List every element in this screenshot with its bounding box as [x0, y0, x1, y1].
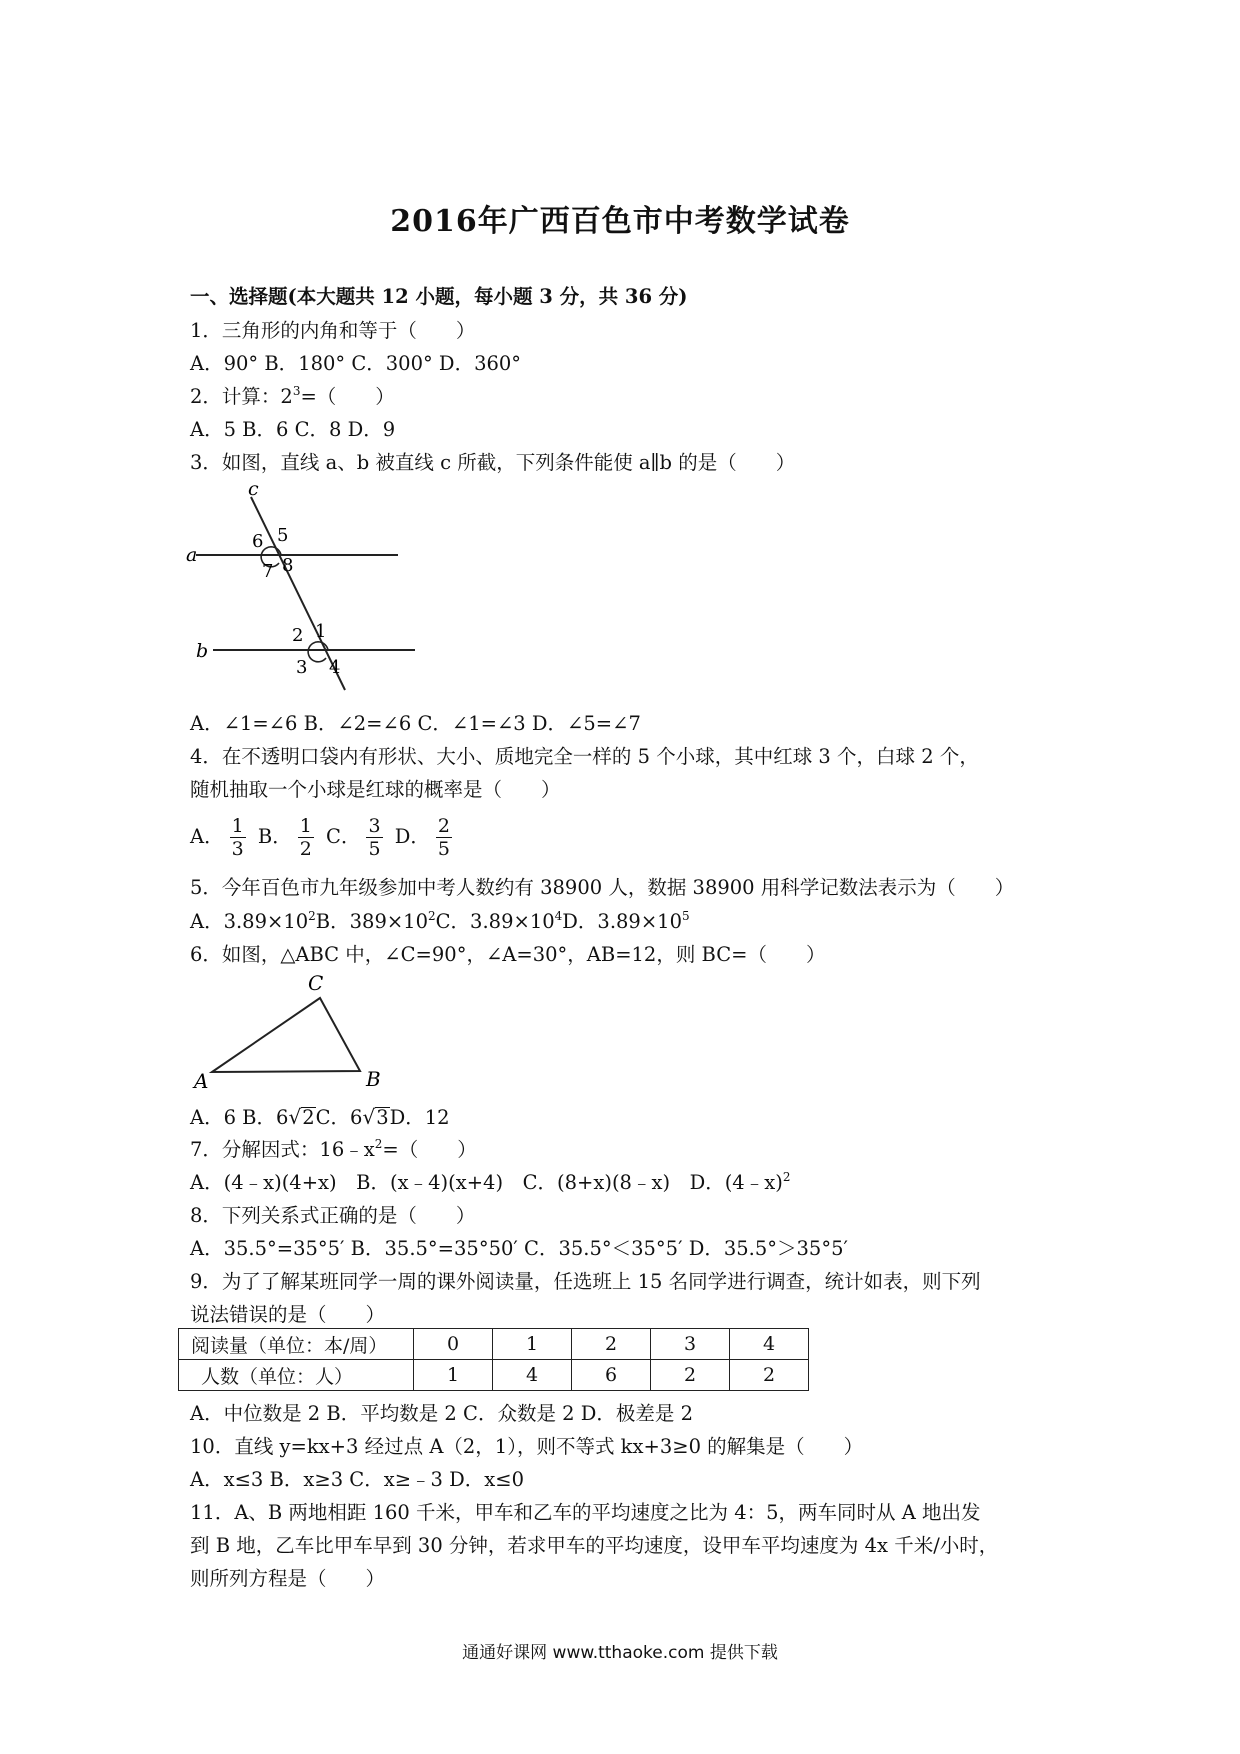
table-cell: 4 [730, 1329, 809, 1360]
question-9-stem-line2: 说法错误的是（ ） [190, 1303, 386, 1326]
label-b: b [196, 640, 209, 662]
question-8-stem: 8．下列关系式正确的是（ ） [190, 1204, 476, 1227]
sqrt-symbol: √2 [288, 1105, 315, 1129]
label-2: 2 [292, 625, 304, 646]
label-1: 1 [315, 621, 327, 642]
question-4-stem-line2: 随机抽取一个小球是红球的概率是（ ） [190, 778, 561, 801]
label-C: C [308, 971, 324, 995]
section-heading: 一、选择题(本大题共 12 小题，每小题 3 分，共 36 分) [190, 285, 688, 308]
table-row [179, 1360, 809, 1391]
question-4-stem-line1: 4．在不透明口袋内有形状、大小、质地完全一样的 5 个小球，其中红球 3 个，白球 2 个， [190, 745, 979, 768]
label-3: 3 [296, 657, 308, 678]
label-A: A [194, 1069, 209, 1093]
question-6-stem: 6．如图，△ABC 中，∠C=90°，∠A=30°，AB=12，则 BC=（ ） [190, 943, 826, 966]
label-8: 8 [282, 555, 294, 576]
triangle-abc [212, 998, 360, 1072]
label-a: a [186, 544, 198, 566]
question-9-stem-line1: 9．为了了解某班同学一周的课外阅读量，任选班上 15 名同学进行调查，统计如表，则下列 [190, 1270, 981, 1293]
question-3-stem: 3．如图，直线 a、b 被直线 c 所截，下列条件能使 a∥b 的是（ ） [190, 451, 796, 474]
question-11-line1: 11．A、B 两地相距 160 千米，甲车和乙车的平均速度之比为 4：5，两车同时从 A 地出发 [190, 1501, 981, 1524]
question-5-options: A．$3.89\times 10^2B$．$389\times 10^2C$．$3.89\times 10^4D$．$3.89\times 10^5$ [190, 909, 690, 933]
question-9-options: A．中位数是 2 B．平均数是 2 C．众数是 2 D．极差是 2 [190, 1402, 693, 1425]
question-10-stem: 10．直线 y=kx+3 经过点 A（2，1），则不等式 kx+3≥0 的解集是（ ） [190, 1435, 864, 1458]
reading-stats-table [178, 1328, 809, 1391]
parallel-lines-figure [180, 478, 420, 695]
question-3-options: A．∠1=∠6 B．∠2=∠6 C．∠1=∠3 D．∠5=∠7 [190, 712, 641, 735]
table-cell: 2 [572, 1329, 651, 1360]
table-cell: 2 [651, 1360, 730, 1391]
question-8-options: A．35.5°=35°5′ B．35.5°=35°50′ C．35.5°＜35°5′ D．35.5°＞35°5′ [190, 1237, 848, 1260]
table-cell: 4 [493, 1360, 572, 1391]
table-cell: 2 [730, 1360, 809, 1391]
sqrt-symbol: √3 [362, 1105, 389, 1129]
label-5: 5 [277, 525, 289, 546]
label-B: B [366, 1067, 381, 1091]
table-cell: 1 [493, 1329, 572, 1360]
table-cell: 1 [414, 1360, 493, 1391]
label-7: 7 [262, 561, 274, 582]
question-1-options: A．90° B．180° C．300° D．360° [190, 352, 522, 375]
page-title: 2016年广西百色市中考数学试卷 [390, 204, 850, 239]
table-cell: 6 [572, 1360, 651, 1391]
question-11-line2: 到 B 地，乙车比甲车早到 30 分钟，若求甲车的平均速度，设甲车平均速度为 4x 千米/小时， [190, 1534, 999, 1557]
label-4: 4 [329, 657, 341, 678]
question-11-line3: 则所列方程是（ ） [190, 1567, 386, 1590]
question-2-options: A．5 B．6 C．8 D．9 [190, 418, 396, 441]
label-c: c [248, 478, 259, 500]
label-6: 6 [252, 531, 264, 552]
question-5-stem: 5．今年百色市九年级参加中考人数约有 38900 人，数据 38900 用科学记数法表示为（ ） [190, 876, 1015, 899]
table-cell: 0 [414, 1329, 493, 1360]
question-7-options: A．(4﹣x)(4+x) B．(x﹣4)(x+4) C．(8+x)(8﹣x) D．(4﹣x)$^2$ [190, 1170, 791, 1194]
question-1-stem: 1．三角形的内角和等于（ ） [190, 319, 476, 342]
table-row [179, 1329, 809, 1360]
table-header-cell: 人数（单位：人） [179, 1360, 414, 1391]
question-7-stem: 7．分解因式：$16﹣x^2=$（ ） [190, 1137, 477, 1161]
question-6-options: A．6 B．6√2C．6√3D．12 [190, 1105, 450, 1129]
table-cell: 3 [651, 1329, 730, 1360]
question-10-options: A．x≤3 B．x≥3 C．x≥﹣3 D．x≤0 [190, 1468, 525, 1491]
triangle-figure [184, 970, 404, 1093]
question-4-options: A． $\frac{1}{3}$ B． $\frac{1}{2}$ C． $\frac{3}{5}$ D． $\frac{2}{5}$ [190, 815, 450, 860]
table-header-cell: 阅读量（单位：本/周） [179, 1329, 414, 1360]
page-footer: 通通好课网 www.tthaoke.com 提供下载 [462, 1643, 778, 1663]
question-2-stem: 2．计算：$2^3=$（ ） [190, 384, 395, 408]
